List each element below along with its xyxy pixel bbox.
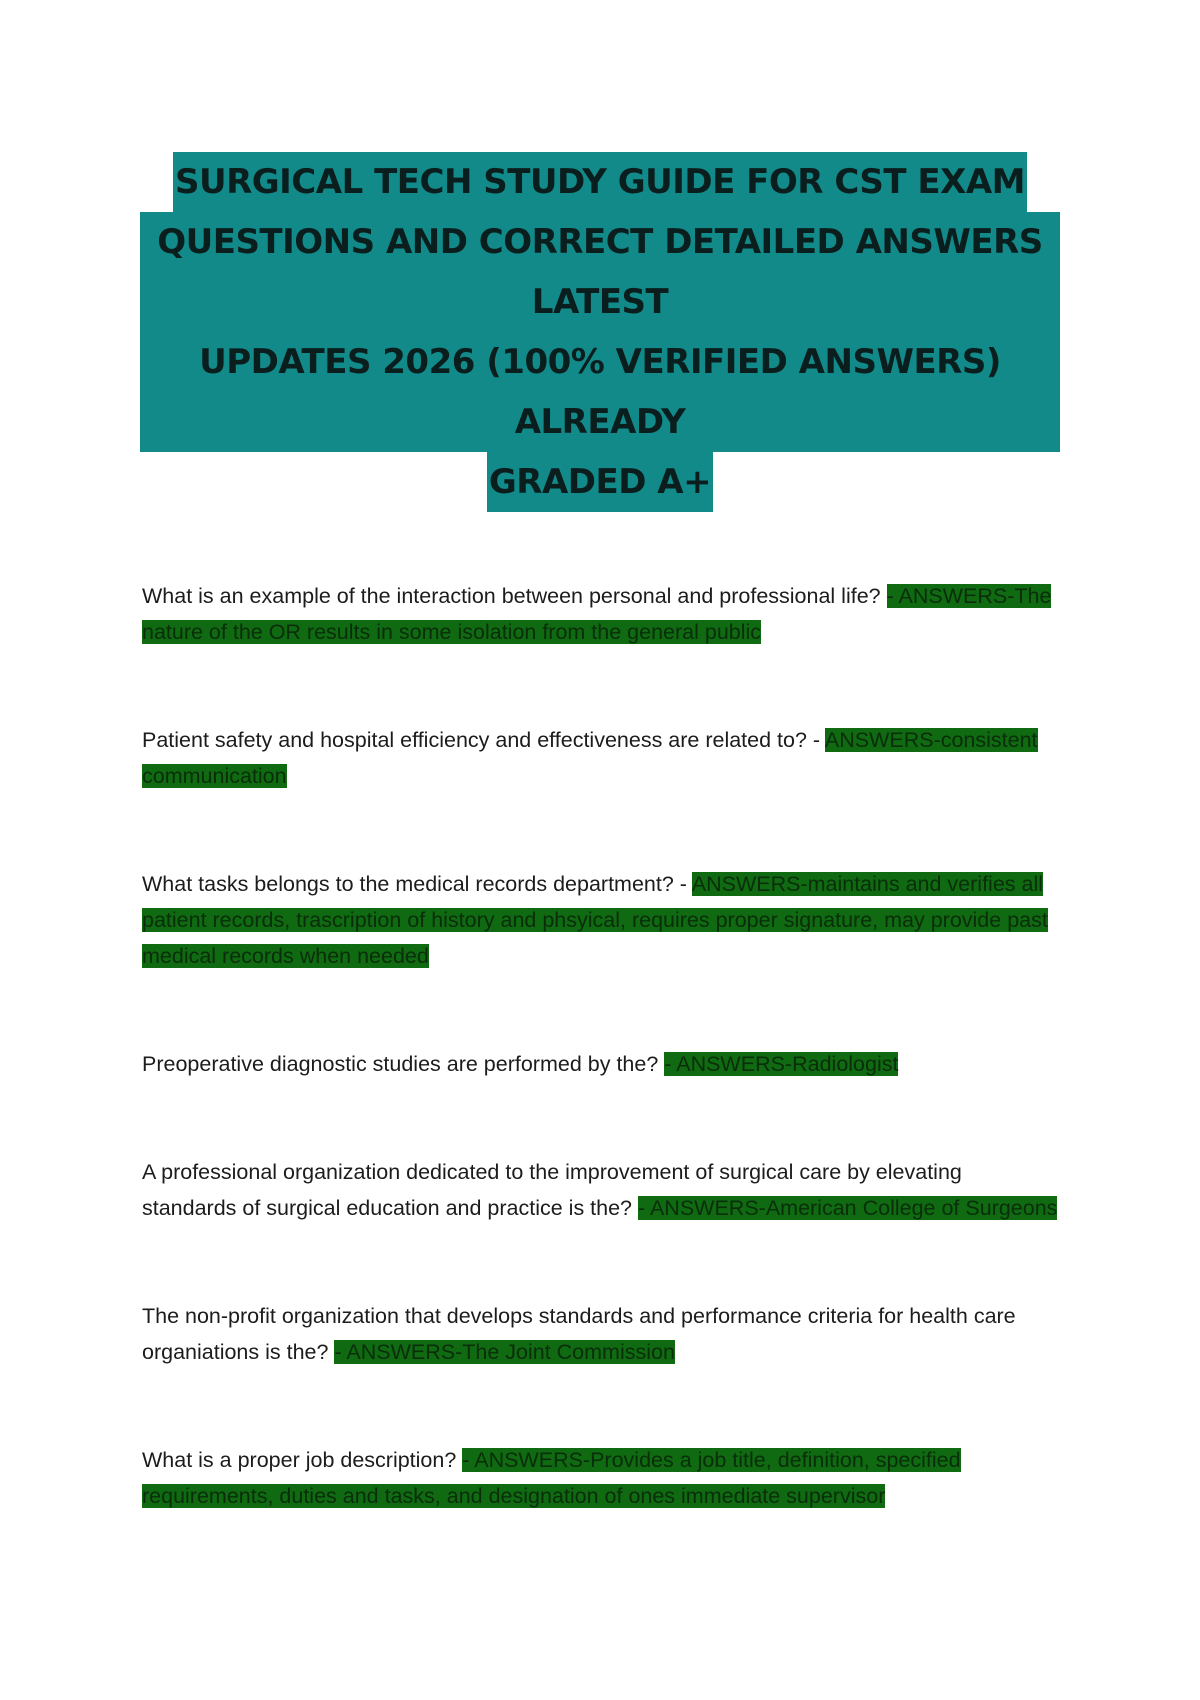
qa-item (142, 866, 1062, 974)
qa-item (142, 578, 1062, 650)
question-text: The non-profit organization that develops standards and performance criteria for health care organiations is the? (142, 1304, 1016, 1364)
qa-item (142, 1154, 1062, 1226)
qa-item (142, 1442, 1062, 1514)
question-text: Preoperative diagnostic studies are performed by the? (142, 1052, 665, 1076)
title-line: QUESTIONS AND CORRECT DETAILED ANSWERS LATEST (140, 212, 1060, 332)
answer-highlight: ANSWERS-maintains and verifies all patient records, trascription of history and phsyical, requires proper signature, may provide past medical records when needed (142, 872, 1048, 968)
qa-list (142, 578, 1062, 1514)
question-text: What is an example of the interaction between personal and professional life? (142, 584, 887, 608)
answer-highlight: - ANSWERS-Radiologist (664, 1052, 899, 1076)
answer-highlight: - ANSWERS-The Joint Commission (334, 1340, 675, 1364)
answer-highlight: - ANSWERS-American College of Surgeons (638, 1196, 1058, 1220)
question-text: What tasks belongs to the medical records department? - (142, 872, 692, 896)
answer-highlight: ANSWERS-consistent communication (142, 728, 1038, 788)
qa-item (142, 1046, 1062, 1082)
question-text: What is a proper job description? (142, 1448, 463, 1472)
qa-item (142, 1298, 1062, 1370)
title-line: SURGICAL TECH STUDY GUIDE FOR CST EXAM (173, 152, 1027, 212)
title-line: UPDATES 2026 (100% VERIFIED ANSWERS) ALREADY (140, 332, 1060, 452)
answer-highlight: - ANSWERS-The nature of the OR results in some isolation from the general public (142, 584, 1052, 644)
title-line: GRADED A+ (487, 452, 713, 512)
question-text: Patient safety and hospital efficiency and effectiveness are related to? - (142, 728, 825, 752)
document-title (140, 152, 1060, 512)
question-text: A professional organization dedicated to the improvement of surgical care by elevating standards of surgical education and practice is the? (142, 1160, 962, 1220)
answer-highlight: - ANSWERS-Provides a job title, definition, specified requirements, duties and tasks, and designation of ones immediate supervisor (142, 1448, 961, 1508)
qa-item (142, 722, 1062, 794)
